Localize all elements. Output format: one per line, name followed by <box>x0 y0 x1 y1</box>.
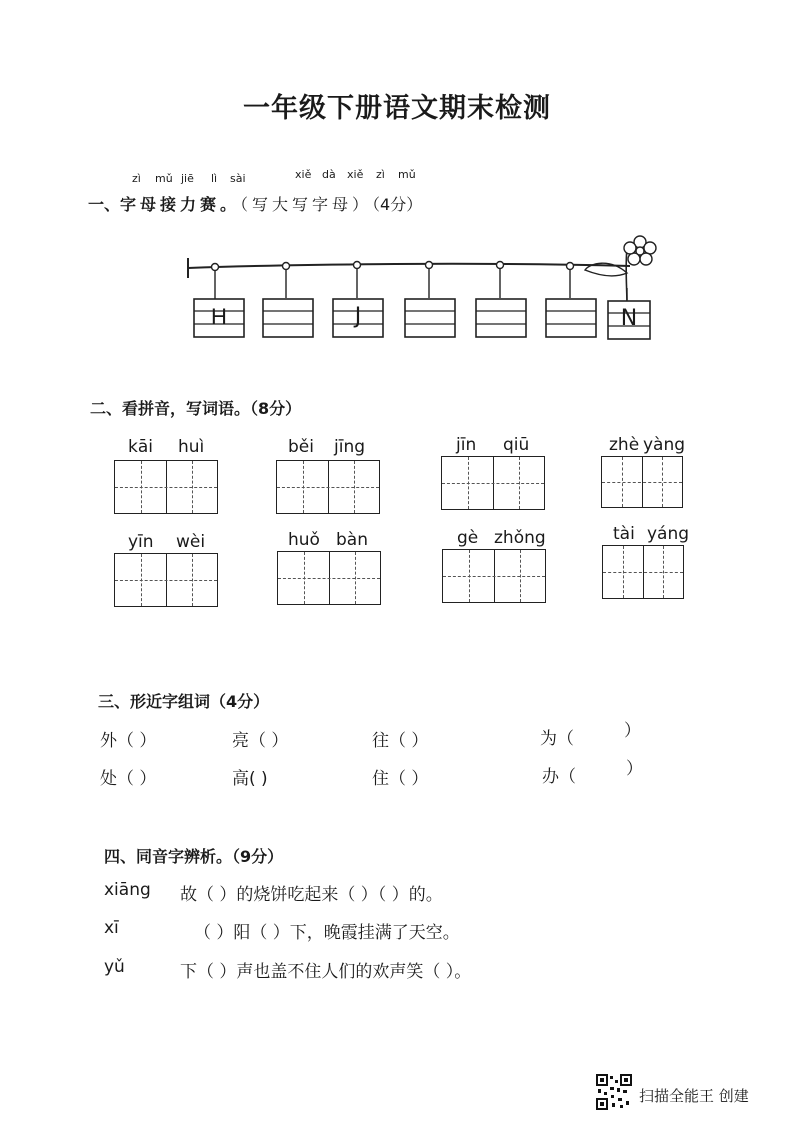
q3-row1-item3[interactable]: 往（ ） <box>372 731 429 751</box>
section1-heading <box>88 192 422 215</box>
write-grid-zheyang[interactable] <box>601 456 683 508</box>
pinyin-yang: yàng <box>643 435 686 455</box>
pinyin-hui: huì <box>178 437 205 457</box>
letter-box-1[interactable] <box>193 298 245 338</box>
q3-row1-item4[interactable]: 为（ <box>540 729 574 749</box>
q4-row1-sentence[interactable]: 故（ ）的烧饼吃起来（ ）（ ）的。 <box>180 885 443 905</box>
pinyin-li: lì <box>211 172 218 185</box>
pinyin-bei: běi <box>288 437 314 457</box>
letter-box-7[interactable] <box>607 300 651 340</box>
letter-box-6[interactable] <box>545 298 597 338</box>
section1-chars: 字母接力赛。 <box>120 195 241 214</box>
pinyin-kai: kāi <box>128 437 153 457</box>
section2-heading: 二、看拼音，写词语。（8分） <box>90 399 302 418</box>
write-grid-kaihui[interactable] <box>114 460 218 514</box>
letter-box-1-text: H <box>211 304 227 329</box>
q3-row1-item4-close: ） <box>624 721 641 741</box>
pinyin-mu: mǔ <box>155 172 173 185</box>
q4-row2-sentence[interactable]: （ ）阳（ ）下，晚霞挂满了天空。 <box>194 923 460 943</box>
q3-row2-item4[interactable]: 办（ <box>542 767 576 787</box>
q3-row1-item1[interactable]: 外（ ） <box>100 731 157 751</box>
q3-row2-item4-close: ） <box>626 759 643 779</box>
qr-code-icon <box>596 1074 632 1110</box>
section3-heading: 三、形近字组词（4分） <box>98 692 270 711</box>
pinyin-zi: zì <box>132 172 141 185</box>
pinyin-jin: jīn <box>456 435 477 455</box>
pinyin-qiu: qiū <box>503 435 530 455</box>
pinyin-ban: bàn <box>336 530 368 550</box>
pinyin-da: dà <box>322 168 336 181</box>
section1-number: 一、 <box>88 195 121 214</box>
write-grid-beijing[interactable] <box>276 460 380 514</box>
pinyin-jie: jiē <box>181 172 194 185</box>
pinyin-yin: yīn <box>128 532 154 552</box>
q4-row2-pinyin: xī <box>104 918 119 938</box>
letter-box-3[interactable] <box>332 298 384 338</box>
q3-row2-item2[interactable]: 高( ) <box>232 769 268 789</box>
pinyin-xie: xiě <box>295 168 312 181</box>
page-title: 一年级下册语文期末检测 <box>243 93 551 124</box>
letter-box-3-text: J <box>354 304 362 329</box>
pinyin-zi2: zì <box>376 168 385 181</box>
pinyin-zhe: zhè <box>609 435 640 455</box>
pinyin-tai: tài <box>613 524 635 544</box>
pinyin-jing: jīng <box>334 437 366 457</box>
write-grid-taiyang[interactable] <box>602 545 684 599</box>
q3-row2-item3[interactable]: 住（ ） <box>372 769 429 789</box>
write-grid-huoban[interactable] <box>277 551 381 605</box>
section1-score: （4分） <box>372 195 423 214</box>
pinyin-wei: wèi <box>176 532 206 552</box>
pinyin-ge: gè <box>457 528 479 548</box>
section4-heading: 四、同音字辨析。（9分） <box>104 847 284 866</box>
q3-row2-item1[interactable]: 处（ ） <box>100 769 157 789</box>
write-grid-jinqiu[interactable] <box>441 456 545 510</box>
pinyin-sai: sài <box>230 172 246 185</box>
q4-row3-sentence[interactable]: 下（ ）声也盖不住人们的欢声笑（ ）。 <box>180 962 472 982</box>
pinyin-huo: huǒ <box>288 530 320 550</box>
q4-row3-pinyin: yǔ <box>104 957 125 977</box>
q4-row1-pinyin: xiāng <box>104 880 151 900</box>
write-grid-yinwei[interactable] <box>114 553 218 607</box>
letter-box-5[interactable] <box>475 298 527 338</box>
relay-rope <box>188 264 630 268</box>
pinyin-xie2: xiě <box>347 168 364 181</box>
footer-scanner-credit: 扫描全能王 创建 <box>639 1087 749 1105</box>
pinyin-yang2: yáng <box>647 524 690 544</box>
q3-row1-item2[interactable]: 亮（ ） <box>232 731 289 751</box>
letter-box-7-text: N <box>620 306 638 331</box>
pinyin-mu2: mǔ <box>398 168 416 181</box>
letter-box-4[interactable] <box>404 298 456 338</box>
section1-paren: （写大写字母） <box>240 195 373 214</box>
letter-box-2[interactable] <box>262 298 314 338</box>
write-grid-gezhong[interactable] <box>442 549 546 603</box>
flower-icon <box>585 236 656 306</box>
pinyin-zhong: zhǒng <box>494 528 546 548</box>
